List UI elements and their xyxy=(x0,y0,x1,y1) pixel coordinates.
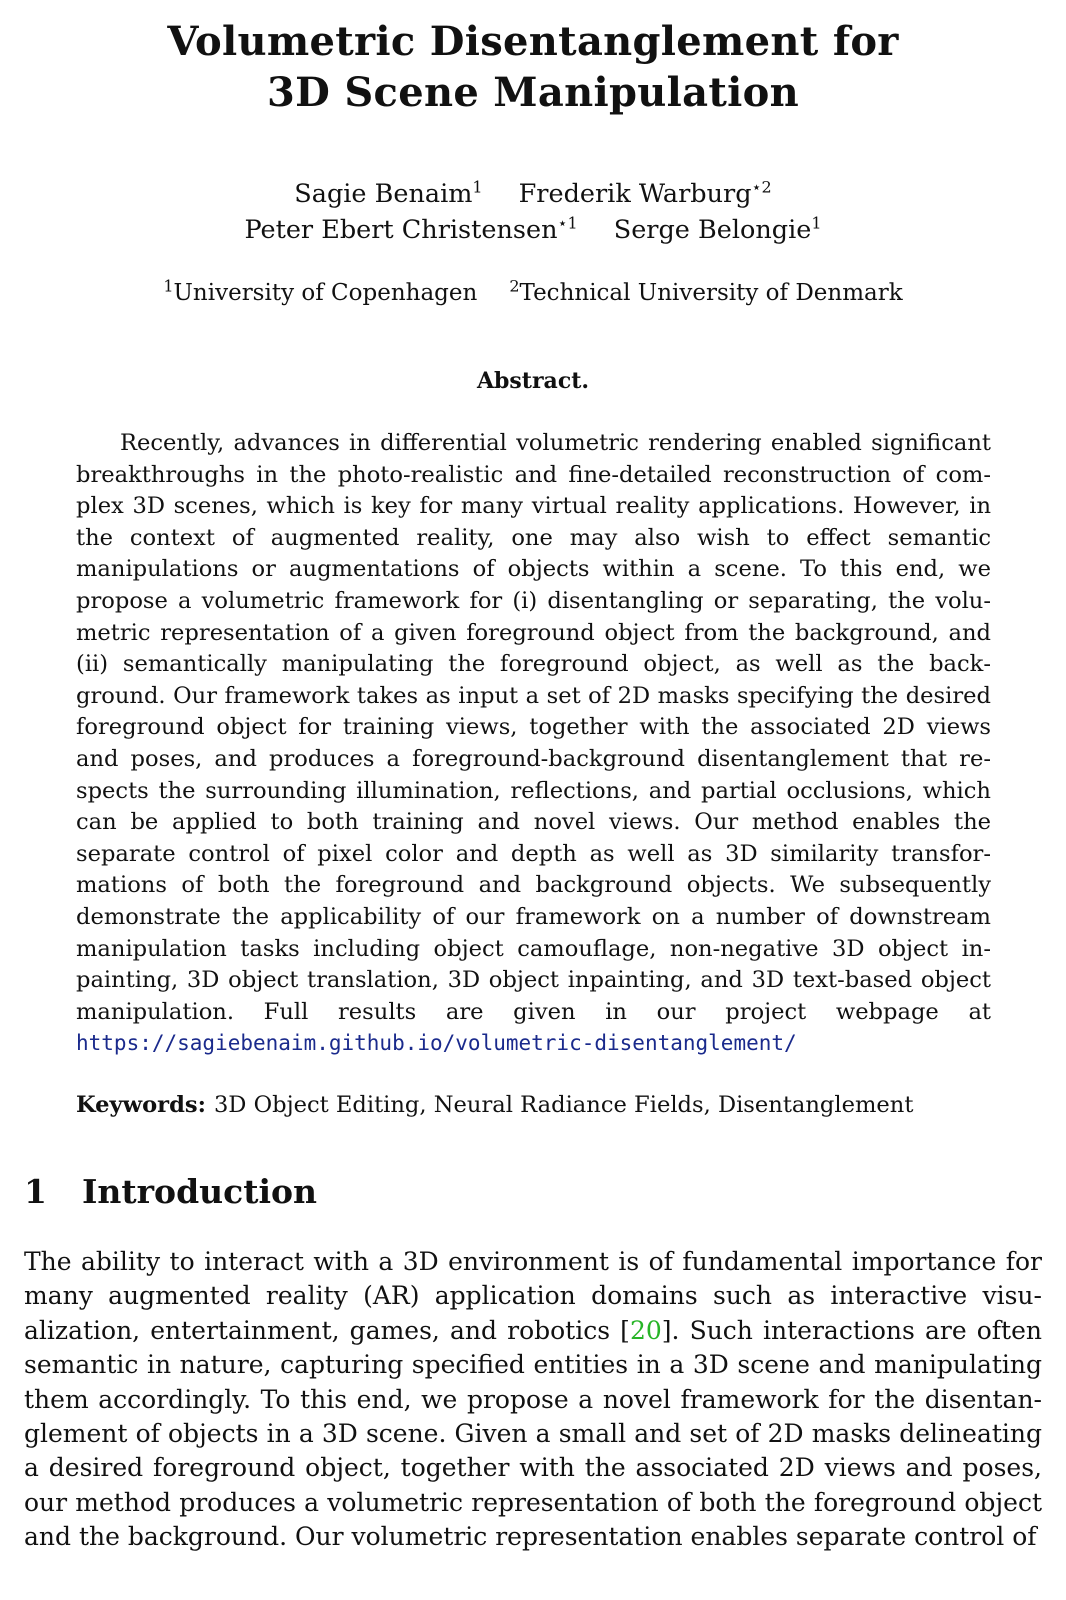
project-webpage-link[interactable]: https://sagiebenaim.github.io/volumetric-disentanglement/ xyxy=(76,1031,797,1056)
keywords xyxy=(76,1090,991,1120)
intro-text: The ability to interact with a 3D environment is of fundamental importance for many augmented reality (AR) application domains such as interactive visualization, entertainment, games, and robotics xyxy=(24,1247,1042,1345)
section-title: Introduction xyxy=(82,1172,318,1211)
affiliation-mark: 1 xyxy=(163,276,174,296)
author-mark: 1 xyxy=(811,213,822,233)
paper-title xyxy=(0,16,1066,118)
section-number: 1 xyxy=(24,1172,47,1211)
keywords-list: 3D Object Editing, Neural Radiance Fields, Disentanglement xyxy=(213,1092,914,1118)
title-line-2: 3D Scene Manipulation xyxy=(267,69,799,116)
keywords-label: Keywords: xyxy=(76,1092,206,1118)
title-line-1: Volumetric Disentanglement for xyxy=(167,18,899,65)
author-row-1 xyxy=(0,176,1066,212)
author-name: Peter Ebert Christensen xyxy=(244,215,558,245)
affiliation-name: Technical University of Denmark xyxy=(519,280,903,306)
author-mark: ⋆2 xyxy=(751,177,772,197)
abstract-body xyxy=(76,428,991,1060)
affiliation-mark: 2 xyxy=(509,276,520,296)
author-row-2 xyxy=(0,212,1066,248)
introduction-paragraph: The ability to interact with a 3D environment is of fundamental importance for many augmented reality (AR) application domains such as interactive visualization, entertainment, games, and robotics [20]. Such interactions are often semantic in nature, capturing specified entities in a 3D scene and manipulating them accordingly. To this end, we propose a novel framework for the disentanglement of objects in a 3D scene. Given a small and set of 2D masks delineating a desired foreground object, together with the associated 2D views and poses, our method produces a volumetric representation of both the foreground object and the background. Our volumetric representation enables separate control of xyxy=(24,1247,1042,1552)
section-heading xyxy=(24,1171,317,1213)
affiliation-name: University of Copenhagen xyxy=(173,280,478,306)
author-mark: 1 xyxy=(472,177,483,197)
citation-link[interactable]: 20 xyxy=(629,1315,662,1345)
author-name: Sagie Benaim xyxy=(294,179,473,209)
affiliations xyxy=(0,278,1066,308)
author-name: Frederik Warburg xyxy=(518,179,752,209)
author-list xyxy=(0,176,1066,248)
abstract-heading: Abstract. xyxy=(476,368,590,394)
intro-text-continued: . Such interactions are often semantic in nature, capturing specified entities in a 3D scene and manipulating them accordingly. To this end, we propose a novel framework for the disentanglement of objects in a 3D scene. Given a small and set of 2D masks delineating a desired foreground object, together with the associated 2D views and poses, our method produces a volumetric representation of both the foreground object and the background. Our volumetric representation enables separate control of xyxy=(24,1315,1042,1552)
abstract-text: Recently, advances in differential volumetric rendering enabled significant breakthroughs in the photo-realistic and fine-detailed reconstruction of complex 3D scenes, which is key for many virtual reality applications. However, in the context of augmented reality, one may also wish to effect semantic manipulations or augmentations of objects within a scene. To this end, we propose a volumetric framework for (i) disentangling or separating, the volumetric representation of a given foreground object from the background, and (ii) semantically manipulating the foreground object, as well as the background. Our framework takes as input a set of 2D masks specifying the desired foreground object for training views, together with the associated 2D views and poses, and produces a foreground-background disentanglement that respects the surrounding illumination, reflections, and partial occlusions, which can be applied to both training and novel views. Our method enables the separate control of pixel color and depth as well as 3D similarity transformations of both the foreground and background objects. We subsequently demonstrate the applicability of our framework on a number of downstream manipulation tasks including object camouflage, non-negative 3D object inpainting, 3D object translation, 3D object inpainting, and 3D text-based object manipulation. Full results are given in our project webpage at xyxy=(76,430,991,1025)
author-mark: ⋆1 xyxy=(557,213,578,233)
author-name: Serge Belongie xyxy=(613,215,812,245)
